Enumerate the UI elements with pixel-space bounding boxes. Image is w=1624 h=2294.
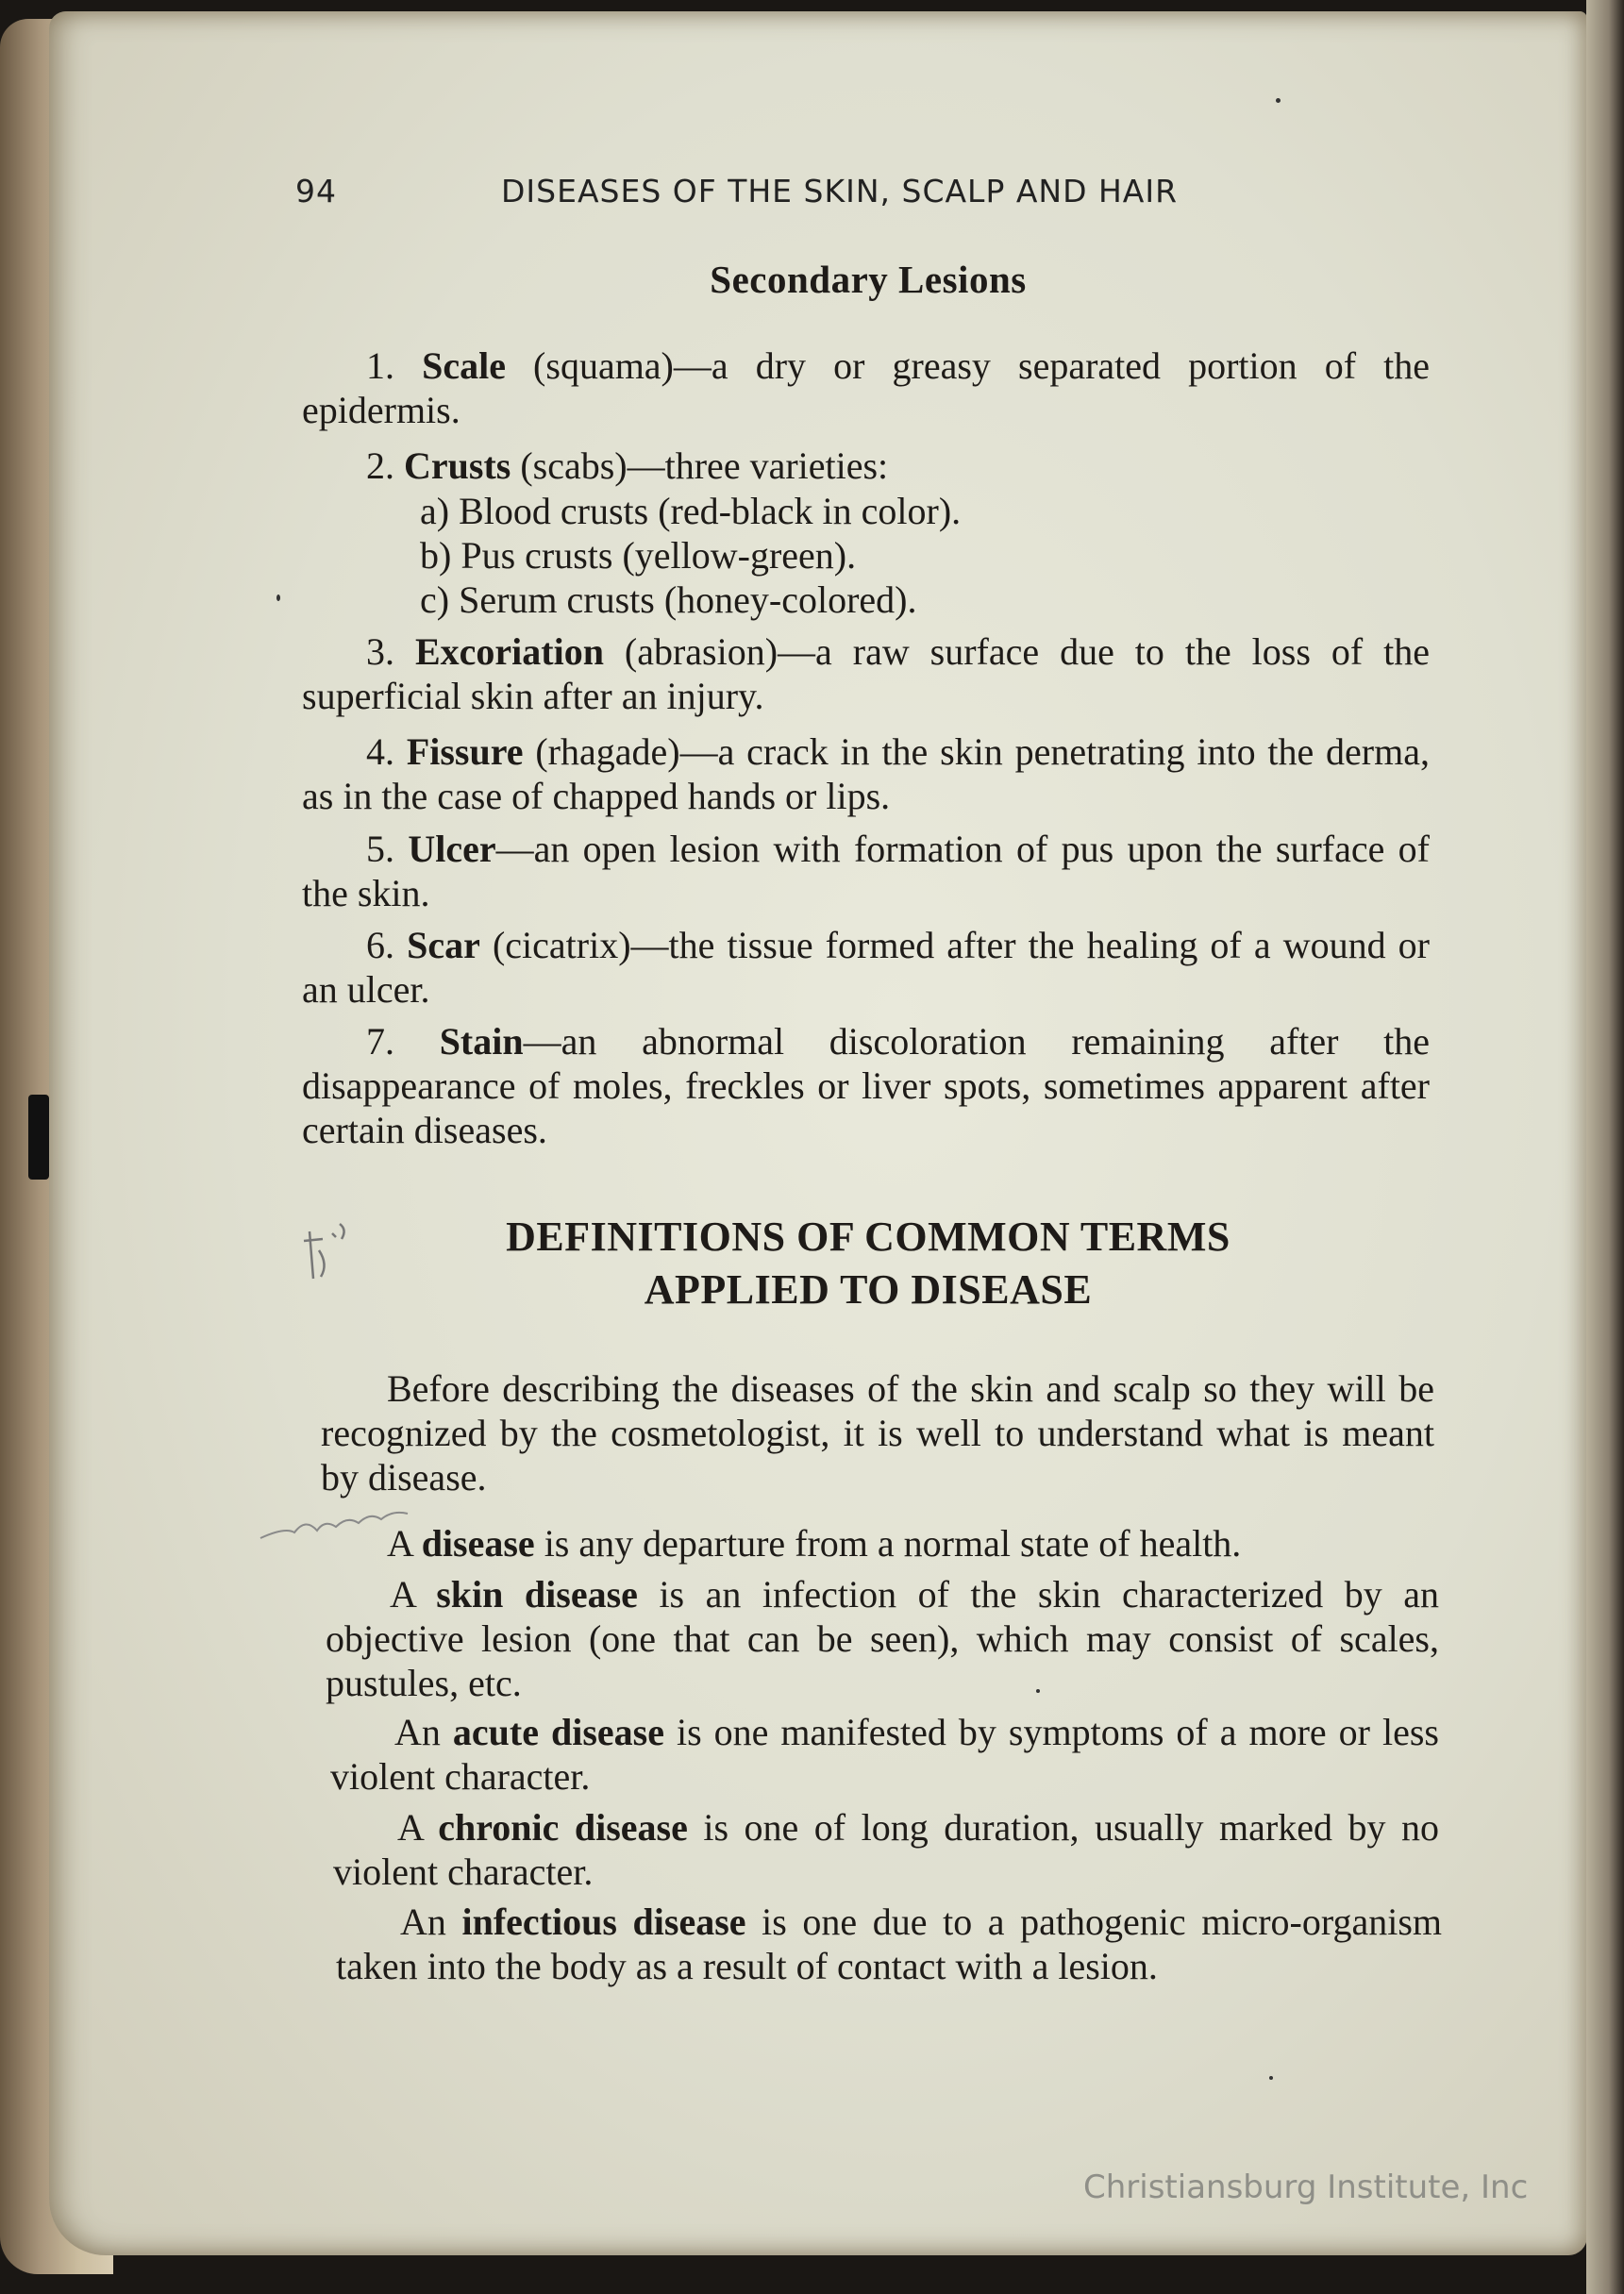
crust-variety-c: c) Serum crusts (honey-colored). bbox=[420, 578, 917, 621]
definition-disease bbox=[321, 1521, 1434, 1566]
dust-speck bbox=[276, 594, 280, 601]
running-head bbox=[295, 173, 1239, 220]
item-text: —an open lesion with formation of pus upon the surface of the skin. bbox=[302, 828, 1431, 914]
lesion-item-excoriation bbox=[302, 629, 1430, 718]
definition-infectious-disease bbox=[336, 1900, 1442, 1988]
definition-term: disease bbox=[421, 1522, 535, 1565]
definition-skin-disease bbox=[326, 1572, 1439, 1705]
item-number: 1. bbox=[366, 344, 394, 387]
item-text: (cicatrix)—the tissue formed after the healing of a wound or an ulcer. bbox=[302, 924, 1430, 1011]
definition-term: chronic disease bbox=[438, 1806, 688, 1849]
section-title: Secondary Lesions bbox=[710, 258, 1027, 301]
definition-term: acute disease bbox=[452, 1711, 664, 1753]
item-number: 4. bbox=[366, 730, 394, 773]
lesion-item-scale bbox=[302, 343, 1430, 432]
definition-text: is one manifested by symptoms of a more or less violent character. bbox=[330, 1711, 1439, 1798]
item-term: Ulcer bbox=[408, 828, 496, 870]
item-term: Fissure bbox=[406, 730, 524, 773]
page-number: 94 bbox=[295, 173, 337, 209]
item-text: (abrasion)—a raw surface due to the loss of the superficial skin after an injury. bbox=[302, 630, 1431, 717]
item-text: (squama)—a dry or greasy separated portion of the epidermis. bbox=[302, 344, 1431, 431]
dust-speck bbox=[1036, 1689, 1040, 1693]
definition-article: A bbox=[390, 1573, 437, 1616]
definition-text: is any departure from a normal state of health. bbox=[534, 1522, 1242, 1565]
definition-term: infectious disease bbox=[461, 1901, 746, 1943]
lesion-item-scar bbox=[302, 923, 1430, 1012]
item-term: Scale bbox=[422, 344, 506, 387]
definition-chronic-disease bbox=[333, 1805, 1439, 1894]
definition-article: An bbox=[400, 1901, 462, 1943]
definition-text: is an infection of the skin characterized by an objective lesion (one that can be seen), which may consist of scales, pustules, etc. bbox=[326, 1573, 1440, 1704]
item-text: (scabs)—three varieties: bbox=[511, 444, 889, 487]
item-number: 2. bbox=[366, 444, 394, 487]
lesion-item-ulcer bbox=[302, 827, 1430, 915]
definition-article: An bbox=[394, 1711, 453, 1753]
dust-speck bbox=[1269, 2076, 1273, 2080]
definition-text: is one of long duration, usually marked by no violent character. bbox=[333, 1806, 1439, 1893]
item-number: 3. bbox=[366, 630, 394, 673]
lesion-item-fissure bbox=[302, 729, 1430, 818]
lesion-item-crusts bbox=[302, 444, 1430, 488]
page-tab-mark bbox=[28, 1095, 49, 1180]
definitions-heading-line-1: DEFINITIONS OF COMMON TERMS bbox=[506, 1214, 1231, 1260]
item-term: Excoriation bbox=[414, 630, 604, 673]
item-text: —an abnormal discoloration remaining after the disappearance of moles, freckles or liver spots, sometimes apparent after certain diseases. bbox=[302, 1020, 1431, 1151]
watermark: Christiansburg Institute, Inc bbox=[1083, 2168, 1529, 2206]
definition-acute-disease bbox=[330, 1710, 1439, 1799]
book-gutter bbox=[1586, 0, 1624, 2294]
definitions-heading bbox=[302, 1211, 1434, 1316]
definition-text: is one due to a pathogenic micro-organism taken into the body as a result of contact with a lesion. bbox=[336, 1901, 1442, 1987]
running-title: DISEASES OF THE SKIN, SCALP AND HAIR bbox=[501, 173, 1179, 209]
definition-article: A bbox=[387, 1522, 422, 1565]
dust-speck bbox=[1276, 98, 1281, 103]
item-term: Scar bbox=[407, 924, 480, 966]
definitions-intro: Before describing the diseases of the skin and scalp so they will be recognized by the cosmetologist, it is well to understand what is meant by disease. bbox=[321, 1367, 1434, 1499]
item-number: 5. bbox=[366, 828, 394, 870]
definition-term: skin disease bbox=[436, 1573, 638, 1616]
item-text: (rhagade)—a crack in the skin penetrating into the derma, as in the case of chapped hands or lips. bbox=[302, 730, 1430, 817]
item-term: Stain bbox=[439, 1020, 524, 1063]
definition-article: A bbox=[397, 1806, 439, 1849]
definitions-heading-line-2: APPLIED TO DISEASE bbox=[644, 1266, 1093, 1313]
crust-variety-a: a) Blood crusts (red-black in color). bbox=[420, 490, 962, 532]
item-number: 7. bbox=[366, 1020, 394, 1063]
lesion-item-stain bbox=[302, 1019, 1430, 1152]
item-number: 6. bbox=[366, 924, 394, 966]
crust-variety-b: b) Pus crusts (yellow-green). bbox=[420, 534, 857, 577]
item-term: Crusts bbox=[404, 444, 511, 487]
